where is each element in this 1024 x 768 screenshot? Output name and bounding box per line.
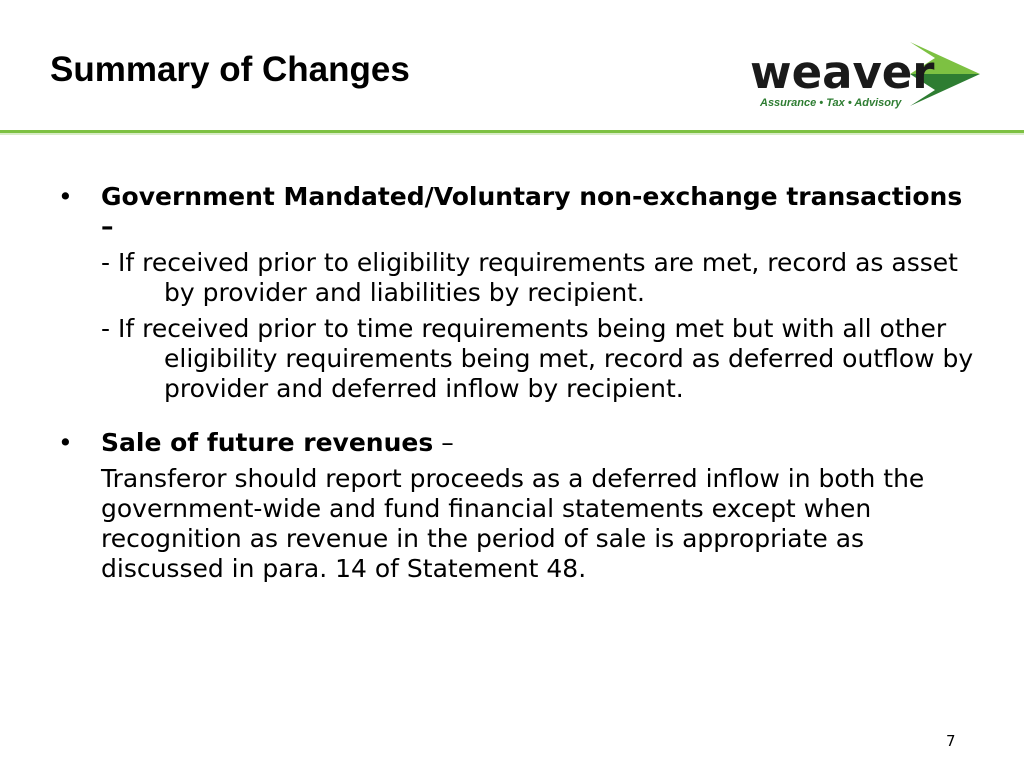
bullet-glyph: •	[58, 428, 73, 457]
logo-tagline: Assurance • Tax • Advisory	[760, 97, 902, 109]
bullet-subparagraph: - If received prior to eligibility requirements are met, record as asset by provider and liabilities by recipient.	[101, 248, 958, 307]
bullet-heading-bold: Sale of future revenues	[101, 428, 434, 457]
weaver-logo-graphic	[740, 38, 1000, 118]
weaver-logo	[740, 38, 1000, 118]
bullet-heading-suffix: –	[433, 428, 454, 457]
bullet-item	[58, 428, 978, 584]
bullet-heading-bold: Government Mandated/Voluntary non-exchange transactions –	[101, 182, 963, 241]
bullet-glyph: •	[58, 182, 73, 211]
bullet-heading	[101, 428, 978, 458]
slide-title: Summary of Changes	[50, 50, 410, 89]
bullet-paragraph: Transferor should report proceeds as a deferred inflow in both the government-wide and fund financial statements except when recognition as revenue in the period of sale is appropriate as discussed in para. 14 of Statement 48.	[101, 464, 925, 583]
page-number: 7	[946, 732, 956, 750]
bullet-heading	[101, 182, 978, 242]
slide-body	[58, 182, 978, 584]
bullet-item	[58, 182, 978, 404]
bullet-subparagraph: - If received prior to time requirements being met but with all other eligibility requirements being met, record as deferred outflow by provider and deferred inflow by recipient.	[101, 314, 974, 403]
logo-wordmark: weaver	[750, 46, 935, 99]
header-divider-shadow	[0, 133, 1024, 135]
